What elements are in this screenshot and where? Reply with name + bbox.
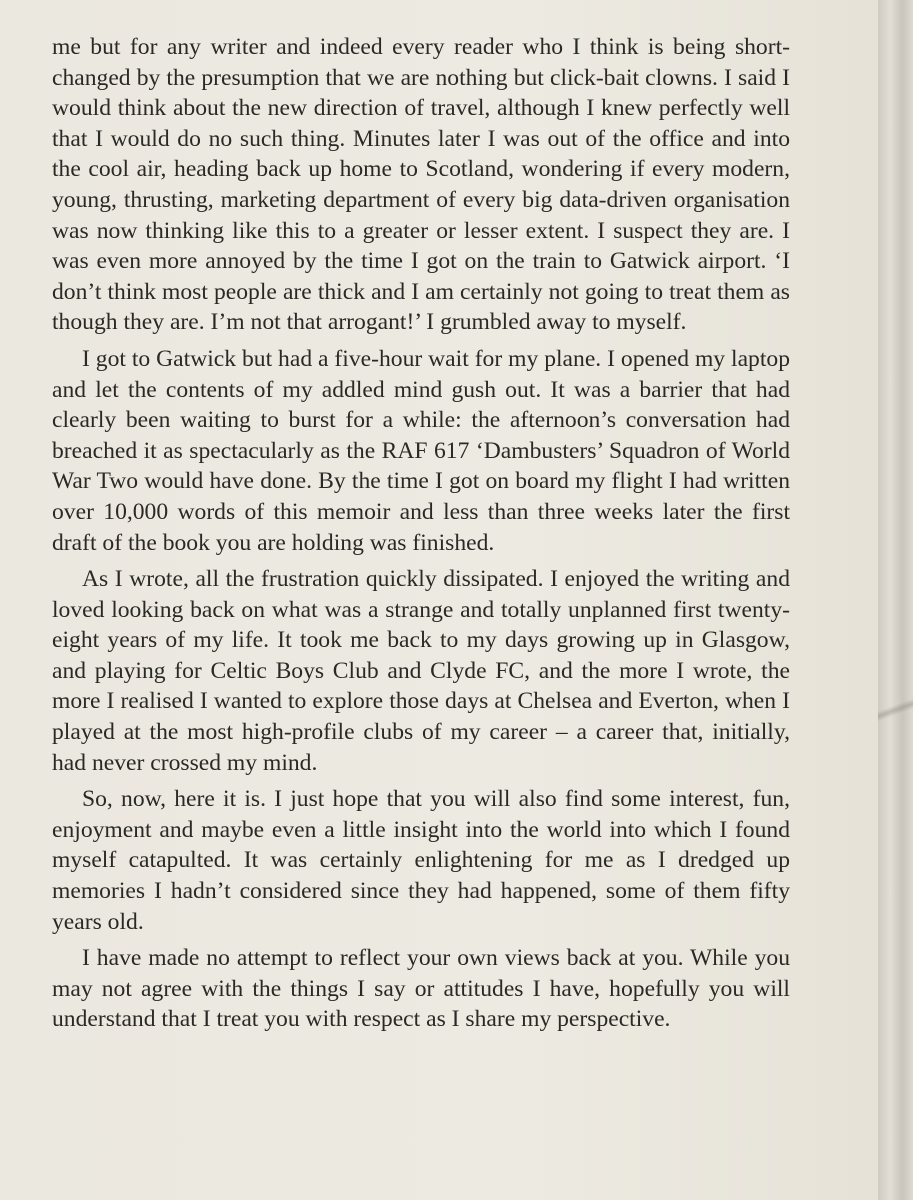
paragraph-5: I have made no attempt to reflect your own views back at you. While you may not agree with the things I say or attitudes I have, hopefully you will understand that I treat you with respect as I share my perspective. <box>52 945 790 1033</box>
paragraph-3: As I wrote, all the frustration quickly dissipated. I enjoyed the writing and loved looking back on what was a strange and totally unplanned first twenty-eight years of my life. It took me back to my days growing up in Glasgow, and playing for Celtic Boys Club and Clyde FC, and the more I wrote, the more I realised I wanted to explore those days at Chelsea and Everton, when I played at the most high-profile clubs of my career – a career that, initially, had never crossed my mind. <box>52 566 790 776</box>
background-surface <box>878 0 913 1200</box>
paragraph-4: So, now, here it is. I just hope that you will also find some interest, fun, enjoyment and maybe even a little insight into the world into which I found myself catapulted. It was certainly enlightening for me as I dredged up memories I hadn’t considered since they had happened, some of them fifty years old. <box>52 786 790 935</box>
body-text <box>52 32 790 1041</box>
paragraph-1: me but for any writer and indeed every reader who I think is being short-changed by the presumption that we are nothing but click-bait clowns. I said I would think about the new direction of travel, although I knew perfectly well that I would do no such thing. Minutes later I was out of the office and into the cool air, heading back up home to Scotland, wondering if every modern, young, thrusting, marketing department of every big data-driven organisation was now thinking like this to a greater or lesser extent. I suspect they are. I was even more annoyed by the time I got on the train to Gatwick airport. ‘I don’t think most people are thick and I am certainly not going to treat them as though they are. I’m not that arrogant!’ I grumbled away to myself. <box>52 34 790 336</box>
paragraph-2: I got to Gatwick but had a five-hour wait for my plane. I opened my laptop and let the contents of my addled mind gush out. It was a barrier that had clearly been waiting to burst for a while: the afternoon’s conversation had breached it as spectacularly as the RAF 617 ‘Dambusters’ Squadron of World War Two would have done. By the time I got on board my flight I had written over 10,000 words of this memoir and less than three weeks later the first draft of the book you are holding was finished. <box>52 345 790 556</box>
